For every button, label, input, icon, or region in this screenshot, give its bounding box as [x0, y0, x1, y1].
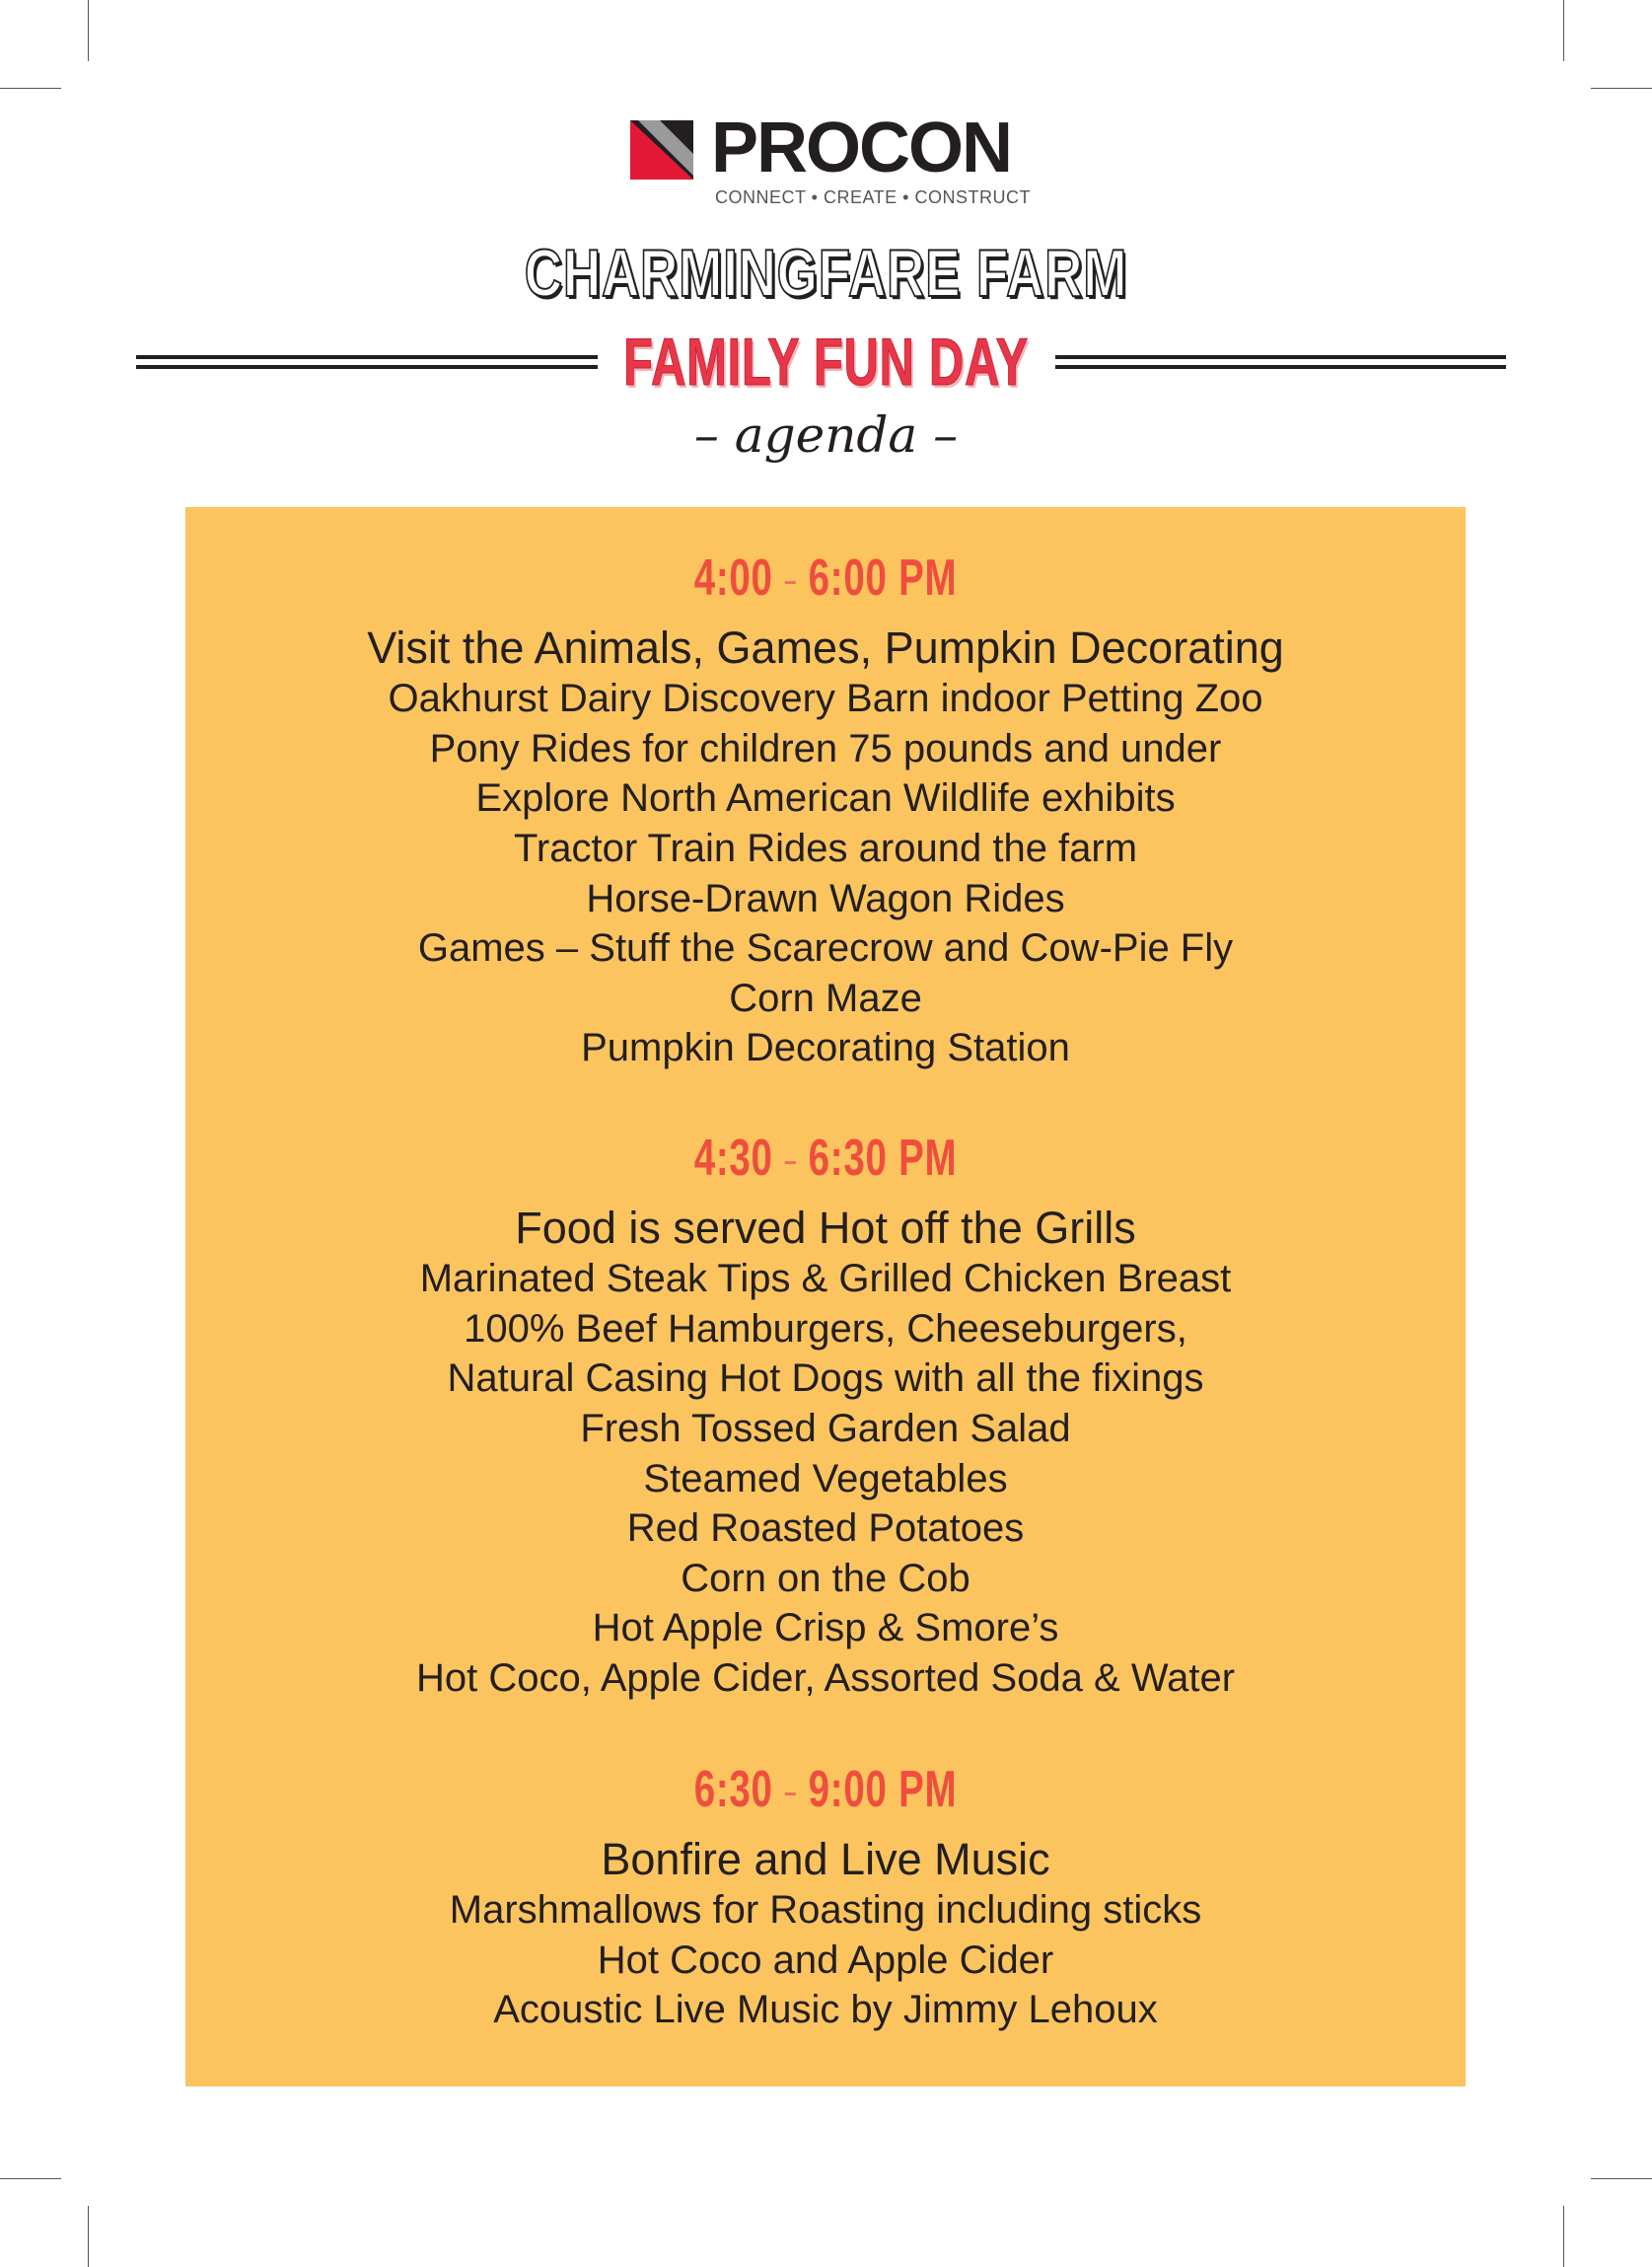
list-item: Oakhurst Dairy Discovery Barn indoor Petting Zoo	[388, 677, 1263, 721]
crop-mark	[1591, 2178, 1652, 2179]
agenda-label: – agenda –	[693, 406, 959, 464]
list-item: Marshmallows for Roasting including sticks	[449, 1888, 1202, 1933]
list-item: Marinated Steak Tips & Grilled Chicken Breast	[419, 1257, 1232, 1301]
time-dash: –	[784, 1776, 798, 1809]
section-time	[352, 1760, 1300, 1822]
crop-mark	[0, 88, 61, 89]
section-time	[352, 1129, 1300, 1191]
crop-mark	[1563, 2206, 1564, 2267]
event-title: FAMILY FUN DAY	[623, 325, 1029, 400]
list-item: Pony Rides for children 75 pounds and under	[429, 726, 1222, 770]
list-item: Fresh Tossed Garden Salad	[580, 1407, 1071, 1451]
list-item: Horse-Drawn Wagon Rides	[586, 876, 1065, 920]
list-item: Explore North American Wildlife exhibits	[475, 776, 1176, 821]
agenda-section	[185, 548, 1466, 1073]
time-end: 9:00 PM	[808, 1761, 958, 1818]
section-heading: Food is served Hot off the Grills	[515, 1203, 1136, 1254]
list-item: Steamed Vegetables	[643, 1456, 1008, 1500]
time-start: 6:30	[693, 1761, 773, 1818]
time-start: 4:00	[693, 549, 773, 607]
crop-mark	[88, 2206, 89, 2267]
crop-mark	[0, 2178, 61, 2179]
section-time	[352, 548, 1300, 611]
crop-mark	[1591, 88, 1652, 89]
list-item: 100% Beef Hamburgers, Cheeseburgers,	[464, 1306, 1187, 1351]
list-item: Natural Casing Hot Dogs with all the fixings	[447, 1356, 1204, 1401]
procon-logo-mark-icon	[630, 120, 693, 180]
crop-mark	[1563, 0, 1564, 61]
list-item: Pumpkin Decorating Station	[581, 1026, 1070, 1070]
agenda-section	[185, 1129, 1466, 1704]
agenda-box	[185, 507, 1466, 2086]
time-dash: –	[784, 564, 798, 598]
list-item: Hot Coco, Apple Cider, Assorted Soda & Water	[415, 1656, 1236, 1701]
procon-logo	[630, 109, 1031, 215]
list-item: Hot Apple Crisp & Smore’s	[592, 1606, 1059, 1650]
list-item: Acoustic Live Music by Jimmy Lehoux	[493, 1988, 1158, 2032]
list-item: Tractor Train Rides around the farm	[513, 827, 1138, 871]
logo-tagline: CONNECT • CREATE • CONSTRUCT	[715, 187, 1031, 207]
section-heading: Bonfire and Live Music	[601, 1834, 1050, 1885]
event-venue-title: CHARMINGFARE FARM	[524, 236, 1128, 311]
time-dash: –	[784, 1144, 798, 1178]
list-item: Red Roasted Potatoes	[626, 1506, 1025, 1551]
list-item: Corn Maze	[729, 976, 922, 1020]
time-end: 6:00 PM	[808, 549, 958, 607]
crop-mark	[88, 0, 89, 61]
agenda-section	[185, 1760, 1466, 2035]
section-heading: Visit the Animals, Games, Pumpkin Decorating	[367, 622, 1284, 674]
list-item: Corn on the Cob	[681, 1556, 970, 1600]
list-item: Games – Stuff the Scarecrow and Cow-Pie Fly	[417, 926, 1234, 971]
time-start: 4:30	[693, 1130, 773, 1187]
list-item: Hot Coco and Apple Cider	[597, 1938, 1054, 1982]
logo-wordmark: PROCON	[711, 109, 1012, 187]
time-end: 6:30 PM	[808, 1130, 958, 1187]
